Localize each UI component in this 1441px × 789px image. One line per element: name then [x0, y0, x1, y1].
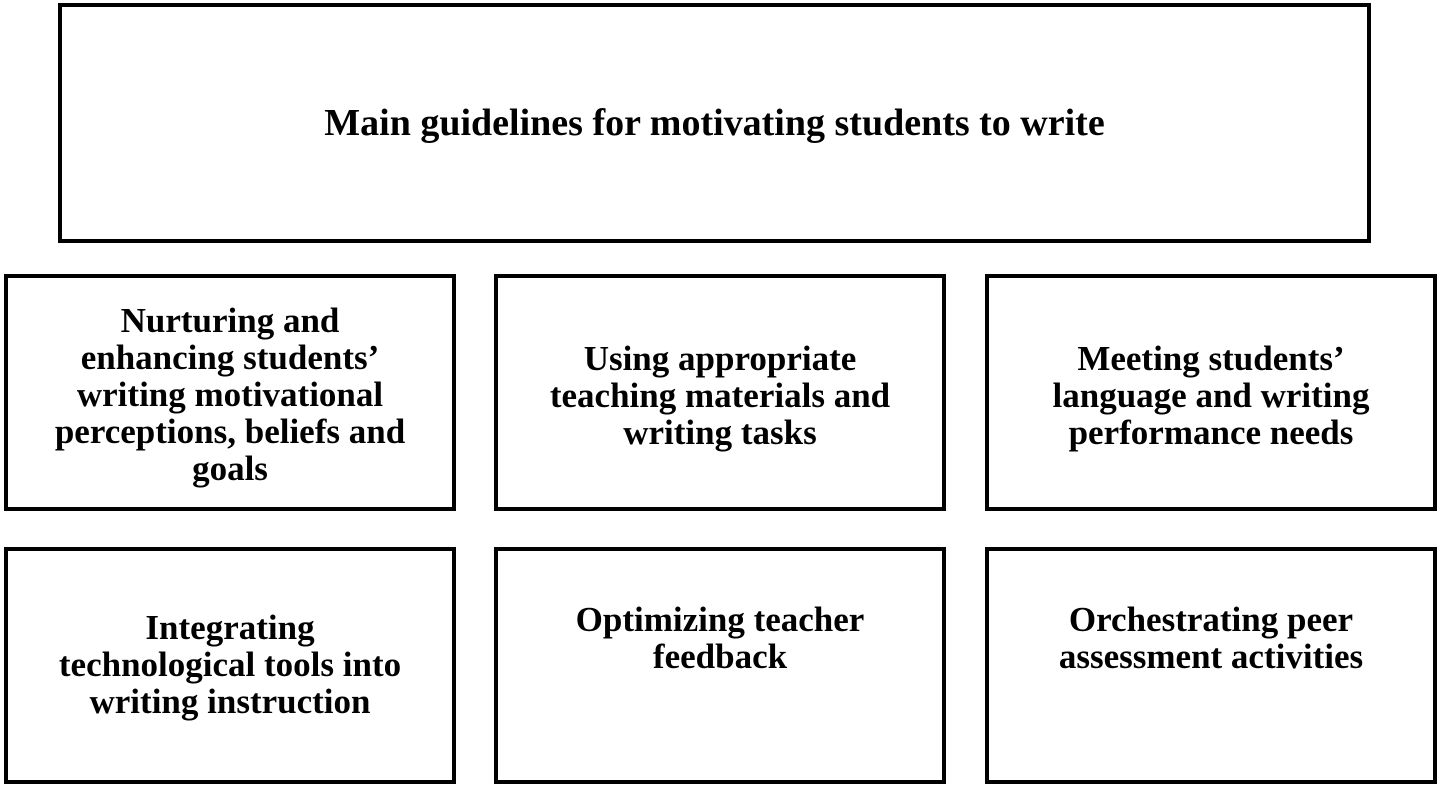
guideline-label: Orchestrating peer assessment activities — [1058, 600, 1364, 676]
guideline-label: Using appropriate teaching materials and writing tasks — [549, 339, 891, 452]
guideline-box-technological-tools — [4, 547, 456, 784]
guideline-label: Meeting students’ language and writing performance needs — [1052, 339, 1370, 452]
guideline-label: Nurturing and enhancing students’ writing motivational perceptions, beliefs and goals — [54, 301, 406, 488]
guideline-box-motivational-perceptions — [4, 274, 456, 511]
guideline-label: Integrating technological tools into writing instruction — [58, 608, 402, 721]
diagram-title: Main guidelines for motivating students to write — [324, 102, 1105, 144]
guideline-box-teacher-feedback — [494, 547, 946, 784]
guideline-box-teaching-materials — [494, 274, 946, 511]
guideline-box-peer-assessment — [985, 547, 1437, 784]
guideline-label: Optimizing teacher feedback — [575, 600, 865, 676]
guideline-box-student-needs — [985, 274, 1437, 511]
diagram-title-box — [58, 3, 1371, 243]
